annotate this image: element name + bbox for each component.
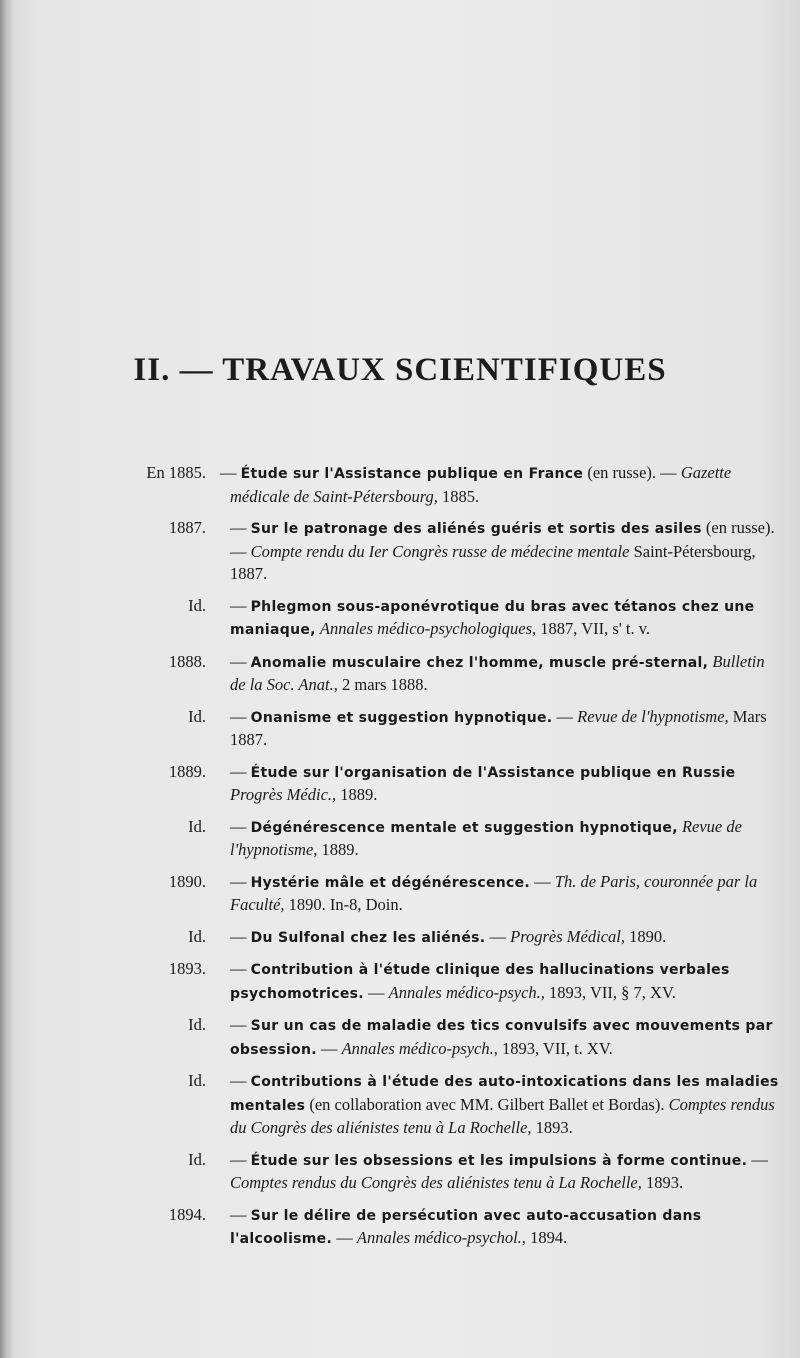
entry-note: — — [485, 926, 511, 946]
bibliography-entry: Id. — Phlegmon sous-aponévrotique du bras avec tétanos chez une maniaque, Annales médico-psychologiques, 1887, VII, s' t. v. — [0, 595, 800, 642]
entry-publication: Th. de Paris, couronnée par la Faculté, — [230, 871, 758, 914]
entry-publication: Gazette médicale de Saint-Pétersbourg, — [230, 463, 732, 506]
entry-detail: 1889. — [336, 785, 378, 804]
entry-title: Anomalie musculaire chez l'homme, muscle pré-sternal, — [250, 654, 709, 671]
entry-publication: Annales médico-psychol., — [356, 1228, 526, 1247]
entry-title: Sur le délire de persécution avec auto-accusation dans l'alcoolisme. — [230, 1207, 702, 1247]
entry-date: Id. — [188, 1071, 206, 1090]
entry-note: — — [747, 1149, 768, 1169]
entry-publication: Revue de l'hypnotisme, — [577, 706, 729, 726]
bibliography-entry: Id. — Étude sur les obsessions et les impulsions à forme continue. — Comptes rendus du Congrès des aliénistes tenu à La Rochelle, 1893. — [0, 1149, 800, 1195]
entry-publication: Compte rendu du Ier Congrès russe de médecine mentale — [250, 541, 630, 561]
bibliography-entry: 1893. — Contribution à l'étude clinique des hallucinations verbales psychomotrices. — Annales médico-psych., 1893, VII, § 7, XV. — [0, 958, 800, 1005]
entry-title: Du Sulfonal chez les aliénés. — [250, 929, 486, 946]
bibliography-entry: 1889. — Étude sur l'organisation de l'Assistance publique en Russie Progrès Médic., 1889. — [0, 761, 800, 807]
entry-publication: Comptes rendus du Congrès des aliénistes tenu à La Rochelle, — [230, 1094, 775, 1137]
entry-date: Id. — [188, 595, 206, 615]
entry-title: Sur un cas de maladie des tics convulsifs avec mouvements par obsession. — [230, 1018, 773, 1058]
entry-publication: Bulletin de la Soc. Anat., — [230, 651, 765, 694]
entry-date: 1889. — [168, 761, 206, 781]
entry-date: 1888. — [168, 651, 206, 671]
bibliography-entry: 1888. — Anomalie musculaire chez l'homme, muscle pré-sternal, Bulletin de la Soc. Anat., 2 mars 1888. — [0, 651, 800, 697]
entry-title: Étude sur les obsessions et les impulsions à forme continue. — [250, 1152, 748, 1169]
bibliography-entry: Id. — Du Sulfonal chez les aliénés. — Progrès Médical, 1890. — [0, 926, 800, 950]
entry-date: 1887. — [168, 518, 206, 537]
entry-date: Id. — [188, 816, 206, 836]
entry-title: Sur le patronage des aliénés guéris et sortis des asiles — [250, 521, 702, 537]
entry-title: Contribution à l'étude clinique des hallucinations verbales psychomotrices. — [230, 962, 730, 1002]
entry-detail: 1890. — [625, 926, 667, 946]
entry-note: — — [332, 1228, 357, 1247]
entry-detail: 1887, VII, s' t. v. — [536, 619, 651, 638]
entry-title: Phlegmon sous-aponévrotique du bras avec tétanos chez une maniaque, — [230, 598, 755, 638]
entry-title: Étude sur l'Assistance publique en France — [240, 466, 584, 482]
entry-date: Id. — [188, 1149, 206, 1169]
entry-date: Id. — [188, 1015, 206, 1034]
entry-date: Id. — [188, 706, 206, 726]
entry-publication: Progrès Médical, — [510, 926, 625, 946]
entry-note: — — [530, 871, 555, 891]
entry-note: — — [552, 706, 578, 726]
entry-title: Étude sur l'organisation de l'Assistance publique en Russie — [250, 764, 736, 781]
entry-detail: 1890. In-8, Doin. — [284, 895, 403, 914]
entry-date: 1893. — [168, 959, 206, 978]
entry-detail: 1889. — [317, 840, 359, 859]
bibliography-entry: 1890. — Hystérie mâle et dégénérescence. — Th. de Paris, couronnée par la Faculté, 1890. In-8, Doin. — [0, 871, 800, 917]
entry-publication: Annales médico-psych., — [388, 982, 545, 1002]
entry-note: (en russe). — — [230, 518, 775, 561]
entry-detail: 1893, VII, § 7, XV. — [544, 982, 676, 1002]
entry-title: Contributions à l'étude des auto-intoxications dans les maladies mentales — [230, 1074, 779, 1114]
bibliography-entry: Id. — Onanisme et suggestion hypnotique. — Revue de l'hypnotisme, Mars 1887. — [0, 706, 800, 752]
entry-note: — — [316, 1038, 342, 1058]
entry-detail: 2 mars 1888. — [337, 675, 428, 694]
entry-detail: 1893. — [641, 1173, 684, 1192]
bibliography-entry: Id. — Contributions à l'étude des auto-intoxications dans les maladies mentales (en collaboration avec MM. Gilbert Ballet et Bordas). Comptes rendus du Congrès des aliénistes tenu à La Rochelle, 1893. — [0, 1070, 800, 1140]
entry-title: Dégénérescence mentale et suggestion hypnotique, — [250, 819, 678, 836]
entry-title: Hystérie mâle et dégénérescence. — [250, 874, 531, 891]
bibliography-entry: Id. — Dégénérescence mentale et suggestion hypnotique, Revue de l'hypnotisme, 1889. — [0, 816, 800, 862]
entry-publication: Annales médico-psychologiques, — [319, 619, 537, 638]
bibliography-list — [0, 462, 800, 1260]
entry-publication: Revue de l'hypnotisme, — [230, 816, 742, 859]
entry-detail: 1894. — [525, 1228, 568, 1247]
bibliography-entry: En 1885. — Étude sur l'Assistance publique en France (en russe). — Gazette médicale de Saint-Pétersbourg, 1885. — [0, 462, 800, 508]
entry-publication: Annales médico-psych., — [341, 1038, 498, 1058]
entry-publication: Comptes rendus du Congrès des aliénistes tenu à La Rochelle, — [230, 1173, 642, 1192]
entry-publication: Progrès Médic., — [230, 785, 337, 804]
entry-detail: 1893. — [531, 1118, 573, 1137]
entry-date: 1894. — [168, 1204, 206, 1224]
entry-note: (en collaboration avec MM. Gilbert Ballet et Bordas). — [305, 1094, 669, 1114]
bibliography-entry: 1894. — Sur le délire de persécution avec auto-accusation dans l'alcoolisme. — Annales médico-psychol., 1894. — [0, 1204, 800, 1251]
entry-title: Onanisme et suggestion hypnotique. — [250, 709, 553, 726]
bibliography-entry: Id. — Sur un cas de maladie des tics convulsifs avec mouvements par obsession. — Annales médico-psych., 1893, VII, t. XV. — [0, 1014, 800, 1061]
entry-detail: 1885. — [437, 486, 480, 506]
entry-date: 1890. — [168, 871, 206, 891]
entry-date: En 1885. — [146, 463, 206, 482]
entry-detail: Saint-Pétersbourg, 1887. — [230, 541, 756, 583]
entry-note: — — [363, 982, 389, 1002]
entry-date: Id. — [188, 926, 206, 946]
entry-detail: 1893, VII, t. XV. — [497, 1038, 613, 1058]
section-heading: II. — TRAVAUX SCIENTIFIQUES — [133, 352, 667, 388]
entry-note: (en russe). — — [583, 463, 681, 482]
bibliography-entry: 1887. — Sur le patronage des aliénés guéris et sortis des asiles (en russe). — Compte rendu du Ier Congrès russe de médecine mentale Saint-Pétersbourg, 1887. — [0, 517, 800, 586]
entry-detail: Mars 1887. — [230, 706, 767, 749]
